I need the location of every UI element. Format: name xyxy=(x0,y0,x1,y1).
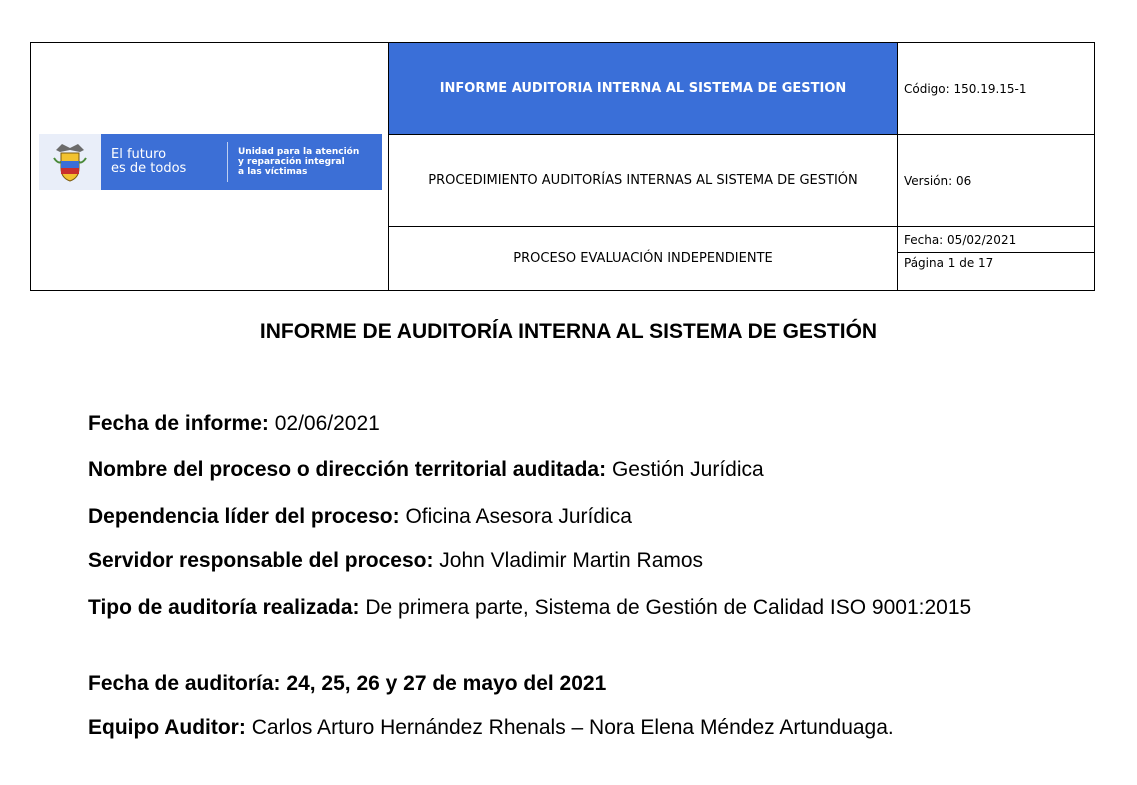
field-audit-team xyxy=(88,715,1053,740)
field-value: Oficina Asesora Jurídica xyxy=(405,505,632,528)
field-label: Servidor responsable del proceso: xyxy=(88,549,434,572)
header-code: Código: 150.19.15-1 xyxy=(898,43,1094,135)
field-value: Gestión Jurídica xyxy=(611,458,764,481)
field-responsible-servant xyxy=(88,548,1053,573)
header-title: INFORME AUDITORIA INTERNA AL SISTEMA DE GESTION xyxy=(389,43,898,135)
field-label: Dependencia líder del proceso: xyxy=(88,505,400,528)
field-value: De primera parte, Sistema de Gestión de Calidad ISO 9001:2015 xyxy=(365,596,972,619)
field-label: Nombre del proceso o dirección territorial auditada: xyxy=(88,458,607,481)
field-label: Fecha de auditoría: xyxy=(88,672,281,695)
header-process: PROCESO EVALUACIÓN INDEPENDIENTE xyxy=(389,227,898,290)
document-title: INFORME DE AUDITORÍA INTERNA AL SISTEMA DE GESTIÓN xyxy=(259,320,878,343)
field-label: Equipo Auditor: xyxy=(88,716,246,739)
header-version: Versión: 06 xyxy=(898,135,1094,227)
field-process-name xyxy=(88,457,1053,482)
logo-cell xyxy=(31,43,389,290)
field-audit-date xyxy=(88,671,1053,696)
field-value: John Vladimir Martin Ramos xyxy=(439,549,704,572)
field-label: Fecha de informe: xyxy=(88,412,269,435)
field-report-date xyxy=(88,411,1053,436)
document-header-table xyxy=(30,42,1095,291)
field-value: 24, 25, 26 y 27 de mayo del 2021 xyxy=(286,672,607,695)
field-label: Tipo de auditoría realizada: xyxy=(88,596,360,619)
field-audit-type xyxy=(88,595,1053,620)
field-value: 02/06/2021 xyxy=(274,412,380,435)
field-value: Carlos Arturo Hernández Rhenals – Nora Elena Méndez Artunduaga. xyxy=(251,716,894,739)
field-lead-dependency xyxy=(88,504,1053,529)
header-date: Fecha: 05/02/2021 xyxy=(898,227,1094,253)
colombia-coat-of-arms-icon xyxy=(39,134,101,190)
logo-entity-name: Unidad para la atención y reparación integral a las víctimas xyxy=(238,147,360,177)
header-procedure: PROCEDIMIENTO AUDITORÍAS INTERNAS AL SISTEMA DE GESTIÓN xyxy=(389,135,898,227)
entity-logo xyxy=(39,134,382,190)
logo-slogan: El futuro es de todos xyxy=(111,147,187,176)
header-page-number: Página 1 de 17 xyxy=(904,256,994,270)
logo-divider xyxy=(227,142,228,182)
